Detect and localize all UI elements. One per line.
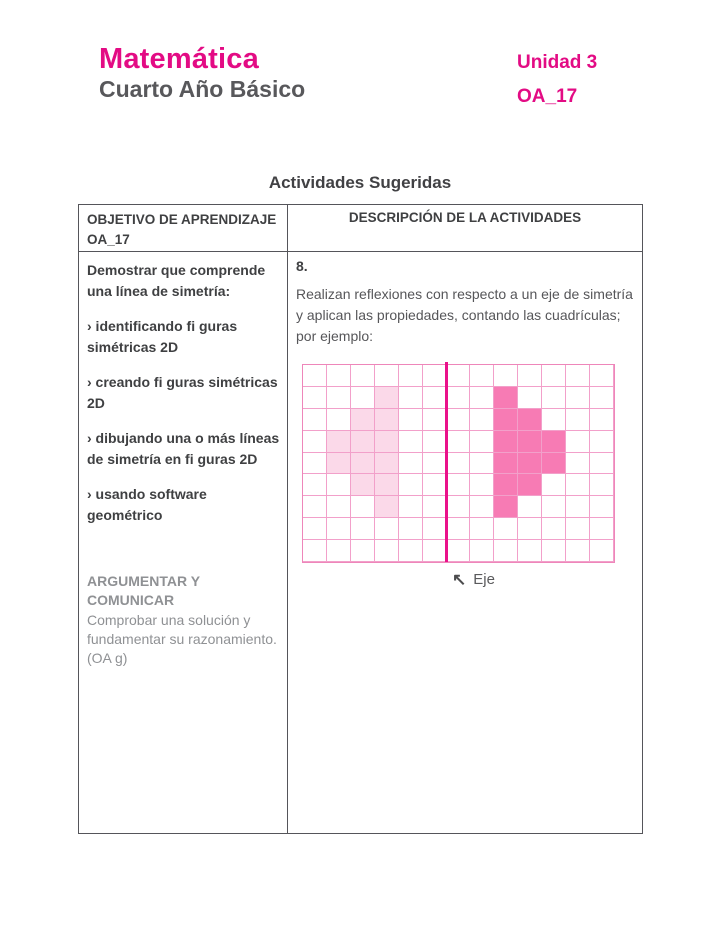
- grid-cell: [303, 387, 327, 409]
- grid-cell: [566, 453, 590, 475]
- grid-cell: [494, 540, 518, 562]
- grid-cell: [542, 365, 566, 387]
- grid-cell: [470, 453, 494, 475]
- symmetry-figure: [302, 364, 615, 588]
- grid-cell: [447, 431, 471, 453]
- grid-cell: [518, 540, 542, 562]
- grid-cell: [327, 518, 351, 540]
- header-left: [99, 44, 305, 102]
- grid-cell: [494, 453, 518, 475]
- grid-cell: [566, 474, 590, 496]
- grid-cell: [542, 518, 566, 540]
- grid-cell: [399, 365, 423, 387]
- grid-cell: [518, 409, 542, 431]
- grid-cell: [590, 474, 614, 496]
- grid-cell: [447, 496, 471, 518]
- objective-bullet: › creando fi guras simétricas 2D: [87, 374, 278, 411]
- grid-cell: [518, 365, 542, 387]
- table-header-objective: [79, 205, 288, 252]
- grid-cell: [494, 496, 518, 518]
- grid-cell: [423, 453, 447, 475]
- grid-cell: [375, 540, 399, 562]
- grid-cell: [351, 387, 375, 409]
- grid-cell: [470, 518, 494, 540]
- grid-cell: [542, 409, 566, 431]
- oa-code-label: OA_17: [517, 86, 578, 107]
- grid-cell: [447, 540, 471, 562]
- activity-cell: [288, 252, 642, 833]
- grid-cell: [399, 540, 423, 562]
- header-right: [517, 53, 597, 107]
- grid-cell: [590, 518, 614, 540]
- grid-cell: [542, 474, 566, 496]
- grid-cell: [494, 387, 518, 409]
- grid-cell: [351, 453, 375, 475]
- grid-cell: [399, 431, 423, 453]
- grid-cell: [423, 409, 447, 431]
- grid-cell: [303, 496, 327, 518]
- objective-bullet: › dibujando una o más líneas de simetría en fi guras 2D: [87, 430, 280, 467]
- objective-bullet: › identificando fi guras simétricas 2D: [87, 318, 238, 355]
- grid-cell: [447, 474, 471, 496]
- grid-cell: [542, 453, 566, 475]
- grid-cell: [518, 387, 542, 409]
- grid-cell: [447, 518, 471, 540]
- grid-cell: [303, 409, 327, 431]
- grid-cell: [351, 409, 375, 431]
- table-header-objective-line1: OBJETIVO DE APRENDIZAJE: [87, 212, 277, 227]
- grid-cell: [423, 365, 447, 387]
- grid-cell: [470, 387, 494, 409]
- axis-caption: [452, 571, 615, 588]
- grid-cell: [423, 518, 447, 540]
- page-title: Actividades Sugeridas: [268, 173, 452, 192]
- grid-cell: [399, 474, 423, 496]
- grid-cell: [375, 409, 399, 431]
- grid-cell: [518, 474, 542, 496]
- axis-label: Eje: [473, 571, 495, 588]
- grid-cell: [470, 409, 494, 431]
- grid-cell: [470, 474, 494, 496]
- grid-cell: [494, 474, 518, 496]
- grid-cell: [590, 431, 614, 453]
- grid-cell: [327, 365, 351, 387]
- grid-cell: [351, 518, 375, 540]
- grid-cell: [399, 409, 423, 431]
- grid-cell: [327, 431, 351, 453]
- subject-title: Matemática: [99, 43, 259, 75]
- grid-cell: [470, 496, 494, 518]
- grid-cell: [494, 518, 518, 540]
- grid-cell: [303, 453, 327, 475]
- grid-cell: [470, 365, 494, 387]
- grid-cell: [375, 518, 399, 540]
- grid-cell: [327, 387, 351, 409]
- activity-description: Realizan reflexiones con respecto a un eje de simetría y aplican las propiedades, contando las cuadrículas; por ejemplo:: [296, 286, 633, 344]
- grid-cell: [494, 409, 518, 431]
- grid-cell: [470, 431, 494, 453]
- grid-cell: [351, 474, 375, 496]
- grid-cell: [423, 474, 447, 496]
- grid-cell: [375, 365, 399, 387]
- grid-cell: [542, 387, 566, 409]
- activity-number: 8.: [296, 258, 308, 274]
- grid-cell: [590, 453, 614, 475]
- grid-cell: [303, 474, 327, 496]
- table-header-description-label: DESCRIPCIÓN DE LA ACTIVIDADES: [348, 210, 582, 225]
- grid-cell: [375, 387, 399, 409]
- grid-cell: [303, 518, 327, 540]
- skill-block: [87, 572, 283, 668]
- grid-cell: [375, 474, 399, 496]
- grid-cell: [566, 409, 590, 431]
- grid-cell: [542, 540, 566, 562]
- grid-cell: [566, 496, 590, 518]
- grade-subtitle: Cuarto Año Básico: [99, 76, 306, 102]
- table-header-objective-line2: OA_17: [87, 232, 130, 247]
- grid-cell: [447, 387, 471, 409]
- grid-cell: [423, 431, 447, 453]
- objective-bullet: › usando software geométrico: [87, 486, 207, 523]
- grid-cell: [566, 431, 590, 453]
- grid-cell: [327, 474, 351, 496]
- grid-cell: [327, 496, 351, 518]
- grid-cell: [327, 409, 351, 431]
- activities-table: [78, 204, 643, 834]
- grid-cell: [399, 387, 423, 409]
- grid-cell: [566, 540, 590, 562]
- grid-cell: [542, 431, 566, 453]
- table-header-description: [288, 205, 642, 252]
- grid-cell: [590, 365, 614, 387]
- grid-cell: [566, 387, 590, 409]
- unit-label: Unidad 3: [517, 52, 598, 73]
- grid-cell: [447, 453, 471, 475]
- grid-cell: [566, 518, 590, 540]
- grid-cell: [399, 453, 423, 475]
- objective-intro: Demostrar que comprende una línea de simetría:: [87, 262, 266, 299]
- grid-cell: [351, 365, 375, 387]
- grid-cell: [303, 365, 327, 387]
- grid-cell: [590, 387, 614, 409]
- symmetry-grid: [302, 364, 615, 563]
- grid-cell: [375, 453, 399, 475]
- grid-cell: [518, 518, 542, 540]
- grid-cell: [590, 496, 614, 518]
- grid-cell: [423, 540, 447, 562]
- grid-cell: [351, 496, 375, 518]
- grid-cell: [566, 365, 590, 387]
- grid-cell: [590, 540, 614, 562]
- axis-arrow-icon: ↖: [452, 570, 467, 589]
- grid-cell: [542, 496, 566, 518]
- grid-cell: [518, 453, 542, 475]
- grid-cell: [447, 409, 471, 431]
- skill-text: Comprobar una solución y fundamentar su razonamiento. (OA g): [87, 612, 277, 666]
- grid-cell: [351, 431, 375, 453]
- symmetry-axis-line: [445, 362, 448, 562]
- grid-cell: [494, 365, 518, 387]
- grid-cell: [399, 518, 423, 540]
- grid-cell: [327, 453, 351, 475]
- grid-cell: [303, 431, 327, 453]
- grid-cell: [494, 431, 518, 453]
- objective-cell: [79, 252, 288, 833]
- grid-cell: [590, 409, 614, 431]
- grid-cell: [470, 540, 494, 562]
- grid-cell: [327, 540, 351, 562]
- grid-cell: [303, 540, 327, 562]
- grid-cell: [399, 496, 423, 518]
- grid-cell: [518, 431, 542, 453]
- grid-cell: [375, 496, 399, 518]
- grid-cell: [423, 387, 447, 409]
- grid-cell: [375, 431, 399, 453]
- grid-cell: [351, 540, 375, 562]
- grid-cell: [518, 496, 542, 518]
- grid-cell: [447, 365, 471, 387]
- grid-cell: [423, 496, 447, 518]
- skill-title: ARGUMENTAR Y COMUNICAR: [87, 573, 200, 608]
